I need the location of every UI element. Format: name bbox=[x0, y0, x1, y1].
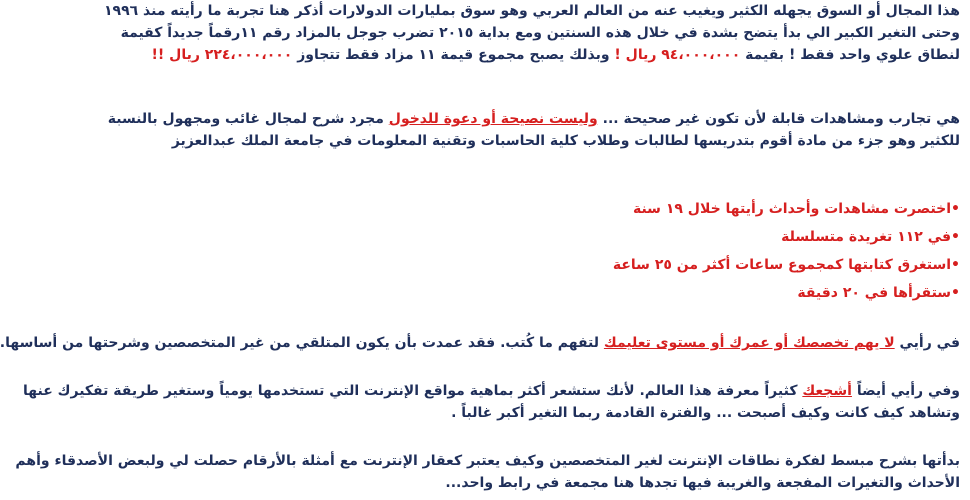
disclaimer-paragraph bbox=[107, 108, 960, 152]
intro-line-3 bbox=[151, 44, 960, 66]
audience-text-c: لتفهم ما كُتب. فقد عمدت بأن يكون المتلقي من غير المتخصصين وشرحتها من أساسها. bbox=[0, 335, 604, 351]
auction-price: ٩٤،٠٠٠،٠٠٠ ريال ! bbox=[614, 47, 741, 63]
intro-line-1: هذا المجال أو السوق يجهله الكثير ويغيب عنه من العالم العربي وهو سوق بمليارات الدولارات أذكر هنا تجربة ما رأيته منذ ١٩٩٦ bbox=[104, 3, 960, 19]
intro-line-2: وحتى التغير الكبير الي بدأ يتضح بشدة في خلال هذه السنتين ومع بداية ٢٠١٥ تضرب جوجل بالمزاد رقم ١١رقماً جديداً كقيمة bbox=[120, 25, 960, 41]
disclaimer-text-a: هي تجارب ومشاهدات قابلة لأن تكون غير صحيحة ... bbox=[597, 111, 960, 127]
summary-line-1: بدأتها بشرح مبسط لفكرة نطاقات الإنترنت لغير المتخصصين وكيف يعتبر كعقار الإنترنت مع أمثلة بالأرقام حصلت لي ولبعض الأصدقاء وأهم bbox=[15, 453, 960, 469]
encouragement-line-2: وتشاهد كيف كانت وكيف أصبحت ... والفترة القادمة ربما التغير أكبر غالباً . bbox=[451, 405, 960, 421]
intro-paragraph bbox=[104, 0, 960, 66]
bullet-hours: •استغرق كتابتها كمجموع ساعات أكثر من ٢٥ ساعة bbox=[612, 257, 960, 273]
summary-line-2: الأحداث والتغيرات المفجعة والغريبة فيها تجدها هنا مجمعة في رابط واحد... bbox=[445, 475, 960, 491]
audience-highlight: لا يهم تخصصك أو عمرك أو مستوى تعليمك bbox=[603, 335, 895, 351]
disclaimer-line-2: للكثير وهو جزء من مادة أقوم بتدريسها لطالبات وطلاب كلية الحاسبات وتقنية المعلومات في جامعة الملك عبدالعزيز bbox=[171, 133, 960, 149]
encouragement-text-c: كثيراً معرفة هذا العالم. لأنك ستشعر أكثر بماهية مواقع الإنترنت التي تستخدمها يومياً وستغير طريقة تفكيرك عنها bbox=[23, 383, 803, 399]
bullet-minutes: •ستقرأها في ٢٠ دقيقة bbox=[797, 285, 960, 301]
audience-text-a: في رأيي bbox=[894, 335, 960, 351]
audience-line-1 bbox=[0, 332, 960, 354]
intro-text-a: لنطاق علوي واحد فقط ! بقيمة bbox=[740, 47, 960, 63]
encouragement-text-a: وفي رأيي أيضاً bbox=[851, 383, 960, 399]
audience-paragraph bbox=[0, 332, 960, 354]
encouragement-line-1 bbox=[23, 380, 960, 402]
disclaimer-line-1 bbox=[107, 108, 960, 130]
encourage-highlight: أشجعك bbox=[802, 383, 852, 399]
bullet-tweets: •في ١١٢ تغريدة متسلسلة bbox=[781, 229, 960, 245]
disclaimer-text-c: مجرد شرح لمجال غائب ومجهول بالنسبة bbox=[107, 111, 389, 127]
not-advice-note: وليست نصيحة أو دعوة للدخول bbox=[388, 111, 598, 127]
summary-paragraph bbox=[15, 450, 960, 494]
total-auction-value: ٢٢٤،٠٠٠،٠٠٠ ريال !! bbox=[151, 47, 293, 63]
bullet-years: •اختصرت مشاهدات وأحداث رأيتها خلال ١٩ سنة bbox=[632, 201, 960, 217]
intro-text-c: وبذلك يصبح مجموع قيمة ١١ مزاد فقط تتجاوز bbox=[292, 47, 615, 63]
encouragement-paragraph bbox=[23, 380, 960, 424]
